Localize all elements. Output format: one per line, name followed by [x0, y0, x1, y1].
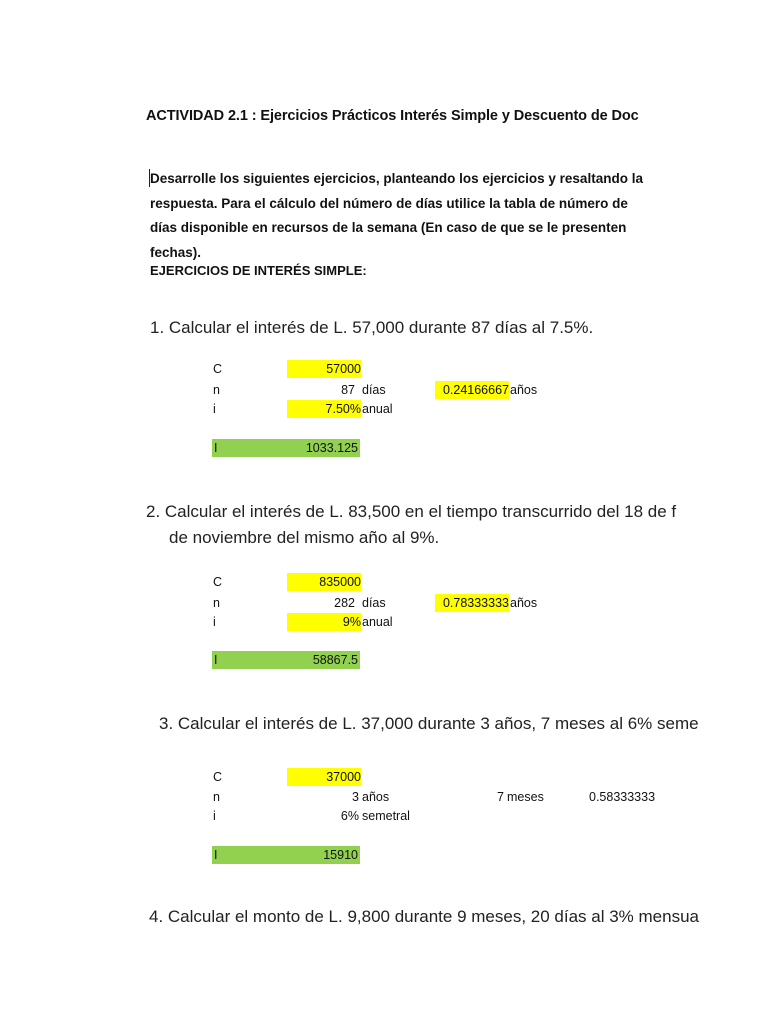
exercise-statement-line: 4. Calcular el monto de L. 9,800 durante 9 meses, 20 días al 3% mensua: [149, 907, 699, 926]
result-value: 15910: [323, 848, 358, 862]
intro-paragraph: [150, 167, 670, 265]
var-label-n: n: [213, 383, 220, 397]
result-value: 58867.5: [312, 653, 358, 667]
var-value-c: 37000: [287, 768, 361, 786]
var-label-i: i: [213, 402, 216, 416]
var-unit-n: años: [362, 790, 390, 804]
exercise-3-statement: [159, 714, 699, 734]
var-label-i: i: [213, 809, 216, 823]
var-extra-n: 0.78333333: [435, 594, 509, 612]
var-label-c: C: [213, 770, 223, 784]
page-title: ACTIVIDAD 2.1 : Ejercicios Prácticos Interés Simple y Descuento de Doc: [146, 108, 639, 124]
var-unit-i: anual: [362, 402, 393, 416]
var-label-c: C: [213, 575, 223, 589]
intro-line: respuesta. Para el cálculo del número de días utilice la tabla de número de: [150, 195, 628, 211]
var-label-c: C: [213, 362, 223, 376]
var-unit-n: días: [362, 596, 386, 610]
var-extra-unit-n: meses: [507, 790, 544, 804]
var-label-i: i: [213, 615, 216, 629]
result-label: I: [214, 848, 218, 862]
var-value-i: 6%: [340, 809, 359, 823]
var-label-n: n: [213, 596, 220, 610]
var-unit-i: semetral: [362, 809, 410, 823]
var-value-c: 57000: [287, 360, 361, 378]
var-value-i: 7.50%: [287, 400, 361, 418]
exercise-1-statement: [150, 318, 593, 338]
exercise-statement-line: 3. Calcular el interés de L. 37,000 durante 3 años, 7 meses al 6% seme: [159, 714, 699, 733]
var-value-n: 87: [341, 383, 355, 397]
exercise-2-statement: [146, 499, 676, 551]
result-value: 1033.125: [305, 441, 358, 455]
var-label-n: n: [213, 790, 220, 804]
var-value-c: 835000: [287, 573, 361, 591]
var-value-n: 282: [334, 596, 355, 610]
exercise-statement-line: 2. Calcular el interés de L. 83,500 en el tiempo transcurrido del 18 de f: [146, 502, 677, 521]
var-unit-n: días: [362, 383, 386, 397]
intro-line: fechas).: [150, 244, 202, 260]
intro-line: días disponible en recursos de la semana (En caso de que se le presenten: [150, 220, 627, 235]
var-value-n: 3: [352, 790, 359, 804]
exercise-statement-line: 1. Calcular el interés de L. 57,000 durante 87 días al 7.5%.: [150, 318, 594, 337]
var-value-i: 9%: [287, 613, 361, 631]
var-extra-unit-n: años: [510, 596, 538, 610]
result-row: [212, 651, 360, 669]
var-unit-i: anual: [362, 615, 393, 629]
exercise-4-statement: [149, 907, 699, 927]
result-label: I: [214, 653, 218, 667]
var-extra2-n: 0.58333333: [589, 790, 656, 804]
var-extra-n: 7: [497, 790, 504, 804]
result-label: I: [214, 441, 218, 455]
var-extra-n: 0.24166667: [435, 381, 509, 399]
result-row: [212, 439, 360, 457]
exercise-statement-line: de noviembre del mismo año al 9%.: [169, 528, 440, 547]
section-heading: EJERCICIOS DE INTERÉS SIMPLE:: [150, 263, 367, 278]
var-extra-unit-n: años: [510, 383, 538, 397]
intro-line: Desarrolle los siguientes ejercicios, planteando los ejercicios y resaltando la: [150, 171, 643, 186]
result-row: [212, 846, 360, 864]
